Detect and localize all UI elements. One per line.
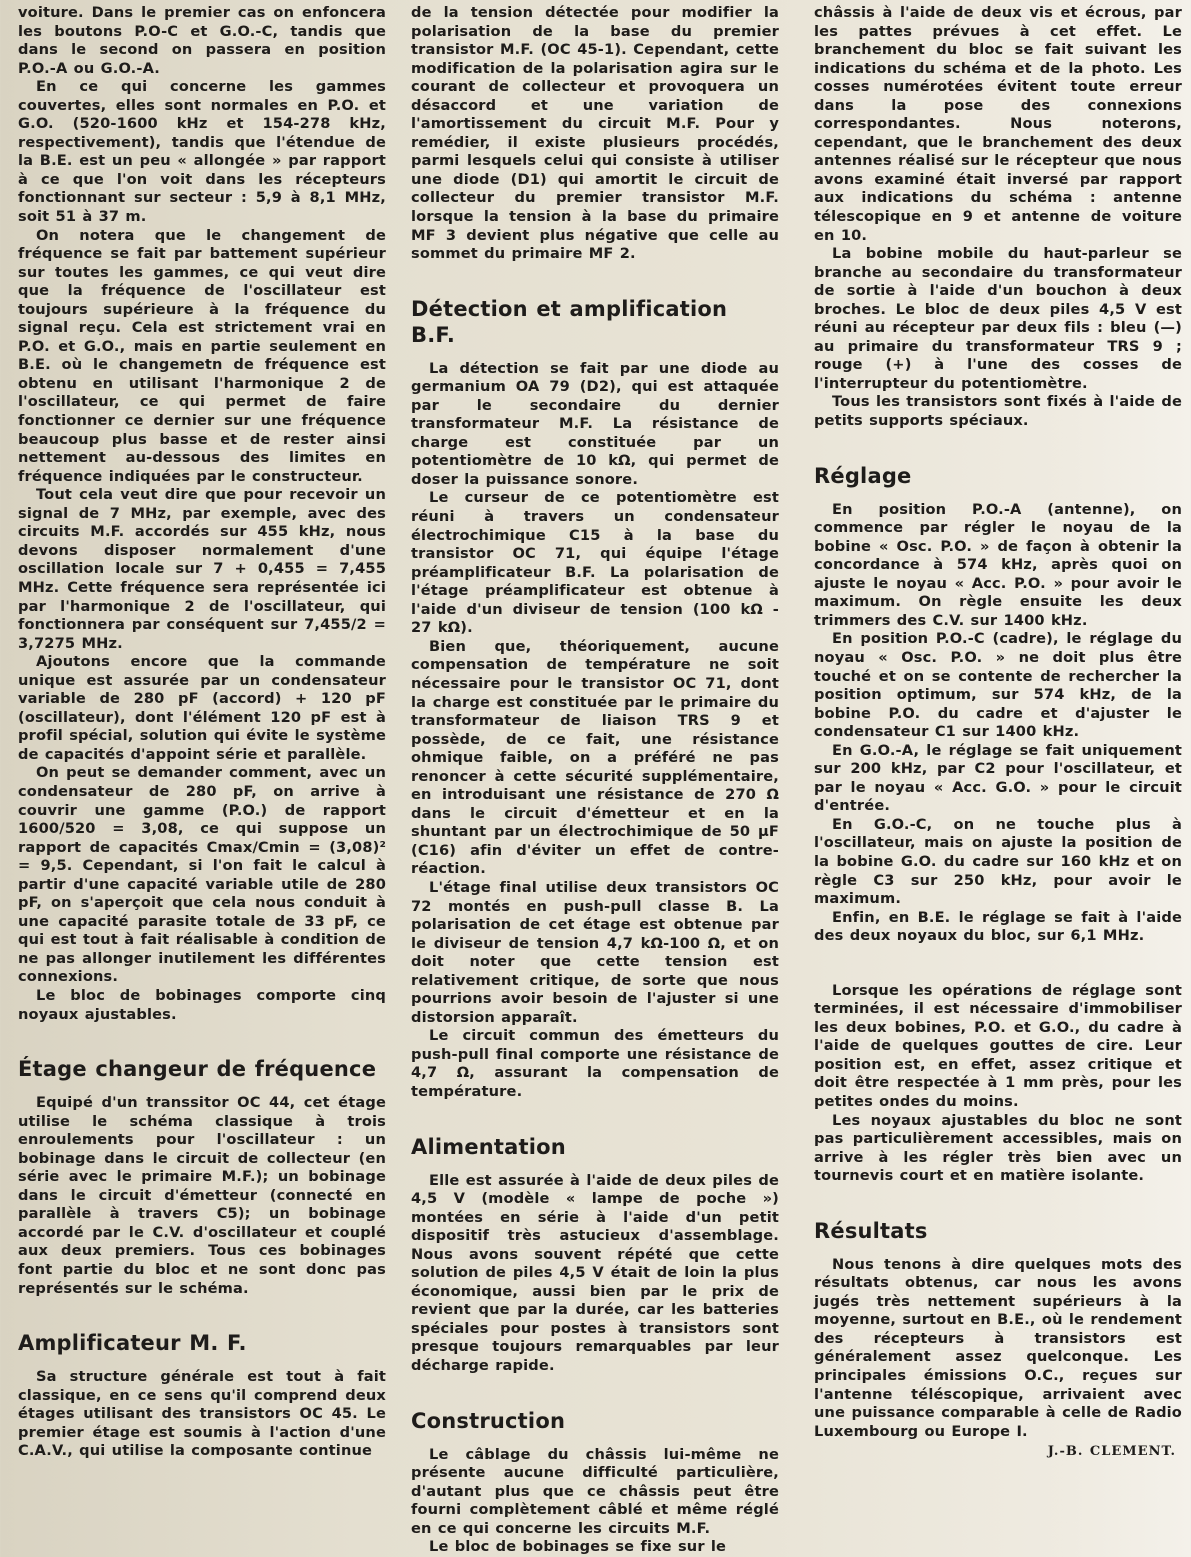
paragraph: Tous les transistors sont fixés à l'aide de petits supports spéciaux.: [814, 393, 1182, 430]
paragraph: Equipé d'un transsitor OC 44, cet étage utilise le schéma classique à trois enroulements pour l'oscillateur : un bobinage dans le circuit de collecteur (en série avec le primaire M.F.); un bobinage dans le circuit d'émetteur (connecté en parallèle à travers C5); un bobinage accordé par le C.V. d'oscillateur et couplé aux deux premiers. Tous ces bobinages font partie du bloc et ne sont donc pas représentés sur le schéma.: [18, 1094, 386, 1297]
paragraph: Tout cela veut dire que pour recevoir un signal de 7 MHz, par exemple, avec des circuits M.F. accordés sur 455 kHz, nous devons disposer normalement d'une oscillation locale sur 7 + 0,455 = 7,455 MHz. Cette fréquence sera représentée ici par l'harmonique 2 de l'oscillateur, qui fonctionnera par conséquent sur 7,455/2 = 3,7275 MHz.: [18, 486, 386, 652]
paragraph: On notera que le changement de fréquence se fait par battement supérieur sur toutes les gammes, ce qui veut dire que la fréquence de l'oscillateur est toujours supérieure à la fréquence du signal reçu. Cela est strictement vrai en P.O. et G.O., mais en partie seulement en B.E. où le changemetn de fréquence est obtenu en utilisant l'harmonique 2 de l'oscillateur, ce qui permet de faire fonctionner ce dernier sur une fréquence beaucoup plus basse et de rester ainsi nettement au-dessous des limites en fréquence indiquées par le constructeur.: [18, 226, 386, 485]
paragraph: En G.O.-C, on ne touche plus à l'oscillateur, mais on ajuste la position de la bobine G.O. du cadre sur 160 kHz et on règle C3 sur 250 kHz, pour avoir le maximum.: [814, 815, 1182, 908]
paragraph: châssis à l'aide de deux vis et écrous, par les pattes prévues à cet effet. Le branchement du bloc se fait suivant les indications du schéma et de la photo. Les cosses numérotées évitent toute erreur dans la pose des connexions correspondantes. Nous noterons, cependant, que le branchement des deux antennes réalisé sur le récepteur que nous avons examiné était inversé par rapport aux indications du schéma : antenne télescopique en 9 et antenne de voiture en 10.: [814, 4, 1182, 244]
paragraph: Le bloc de bobinages comporte cinq noyaux ajustables.: [18, 986, 386, 1023]
paragraph: Ajoutons encore que la commande unique est assurée par un condensateur variable de 280 pF (accord) + 120 pF (oscillateur), dont l'élément 120 pF est à profil spécial, solution qui évite le système de capacités d'appoint série et parallèle.: [18, 653, 386, 763]
paragraph: Les noyaux ajustables du bloc ne sont pas particulièrement accessibles, mais on arrive à les régler très bien avec un tournevis court et en matière isolante.: [814, 1111, 1182, 1185]
paragraph: En position P.O.-C (cadre), le réglage du noyau « Osc. P.O. » ne doit plus être touché et on se contente de rechercher la position optimum, sur 574 kHz, de la bobine P.O. du cadre et d'ajuster le condensateur C1 sur 1400 kHz.: [814, 630, 1182, 741]
paragraph: Sa structure générale est tout à fait classique, en ce sens qu'il comprend deux étages utilisant des transistors OC 45. Le premier étage est soumis à l'action d'une C.A.V., qui utilise la composante continue: [18, 1368, 386, 1460]
paragraph: La bobine mobile du haut-parleur se branche au secondaire du transformateur de sortie à l'aide d'un bouchon à deux broches. Le bloc de deux piles 4,5 V est réuni au récepteur par deux fils : bleu (—) au primaire du transformateur TRS 9 ; rouge (+) à l'une des cosses de l'interrupteur du potentiomètre.: [814, 245, 1182, 392]
paragraph: Le curseur de ce potentiomètre est réuni à travers un condensateur électrochimique C15 à la base du transistor OC 71, qui équipe l'étage préamplificateur B.F. La polarisation de l'étage préamplificateur est obtenue à l'aide d'un diviseur de tension (100 kΩ - 27 kΩ).: [411, 489, 779, 637]
section-heading: Étage changeur de fréquence: [18, 1057, 377, 1082]
column-2: [411, 4, 779, 1557]
paragraph: En ce qui concerne les gammes couvertes, elles sont normales en P.O. et G.O. (520-1600 kHz et 154-278 kHz, respectivement), tandis que l'étendue de la B.E. est un peu « allongée » par rapport à ce que l'on voit dans les récepteurs fonctionnant sur secteur : 5,9 à 8,1 MHz, soit 51 à 37 m.: [18, 78, 386, 226]
paragraph: On peut se demander comment, avec un condensateur de 280 pF, on arrive à couvrir une gamme (P.O.) de rapport 1600/520 = 3,08, ce qui suppose un rapport de capacités Cmax/Cmin = (3,08)² = 9,5. Cependant, si l'on fait le calcul à partir d'une capacité variable utile de 280 pF, on s'aperçoit que cela nous conduit à une capacité parasite totale de 33 pF, ce qui est tout à fait réalisable à condition de ne pas allonger inutilement les différentes connexions.: [18, 764, 386, 986]
paragraph: Nous tenons à dire quelques mots des résultats obtenus, car nous les avons jugés très nettement supérieurs à la moyenne, surtout en B.E., où le rendement des récepteurs à transistors est généralement assez quelconque. Les principales émissions O.C., reçues sur l'antenne téléscopique, arrivaient avec une puissance comparable à celle de Radio Luxembourg ou Europe I.: [814, 1255, 1182, 1440]
paragraph: Lorsque les opérations de réglage sont terminées, il est nécessaire d'immobiliser les deux bobines, P.O. et G.O., du cadre à l'aide de quelques gouttes de cire. Leur position est, en effet, assez critique et doit être respectée à 1 mm près, pour les petites ondes du moins.: [814, 981, 1182, 1110]
section-heading: Construction: [411, 1408, 566, 1433]
paragraph: Le câblage du châssis lui-même ne présente aucune difficulté particulière, d'autant plus que ce châssis peut être fourni complètement câblé et même réglé en ce qui concerne les circuits M.F.: [411, 1445, 779, 1537]
paragraph: Elle est assurée à l'aide de deux piles de 4,5 V (modèle « lampe de poche ») montées en série à l'aide d'un petit dispositif très astucieux d'assemblage. Nous avons souvent répété que cette solution de piles 4,5 V était de loin la plus économique, aussi bien par le prix de revient que par la durée, car les batteries spéciales pour postes à transistors sont presque toujours remarquables par leur décharge rapide.: [411, 1171, 779, 1374]
section-heading: Détection et amplification B.F.: [411, 296, 728, 347]
paragraph: En position P.O.-A (antenne), on commence par régler le noyau de la bobine « Osc. P.O. » de façon à obtenir la concordance à 574 kHz, après quoi on ajuste le noyau « Acc. P.O. » pour avoir le maximum. On règle ensuite les deux trimmers des C.V. sur 1400 kHz.: [814, 500, 1182, 629]
section-heading: Alimentation: [411, 1134, 566, 1159]
paragraph: Le bloc de bobinages se fixe sur le: [429, 1538, 727, 1556]
section-heading: Amplificateur M. F.: [18, 1331, 247, 1356]
paragraph: Le circuit commun des émetteurs du push-pull final comporte une résistance de 4,7 Ω, assurant la compensation de température.: [411, 1027, 779, 1100]
column-3: [814, 4, 1182, 1462]
paragraph: Bien que, théoriquement, aucune compensation de température ne soit nécessaire pour le transistor OC 71, dont la charge est constituée par le primaire du transformateur de liaison TRS 9 et possède, de ce fait, une résistance ohmique faible, on a préféré ne pas renoncer à cette sécurité supplémentaire, en introduisant une résistance de 270 Ω dans le circuit d'émetteur et en la shuntant par un électrochimique de 50 µF (C16) afin d'éviter un effet de contre-réaction.: [411, 637, 779, 878]
paragraph: En G.O.-A, le réglage se fait uniquement sur 200 kHz, par C2 pour l'oscillateur, et par le noyau « Acc. G.O. » pour le circuit d'entrée.: [814, 741, 1182, 815]
author-signature: J.-B. CLEMENT.: [1047, 1444, 1176, 1460]
section-heading: Réglage: [814, 463, 912, 488]
paragraph: L'étage final utilise deux transistors OC 72 montés en push-pull classe B. La polarisation de cet étage est obtenue par le diviseur de tension 4,7 kΩ-100 Ω, et on doit noter que cette tension est relativement critique, de sorte que nous pourrions avoir besoin de l'ajuster si une distorsion apparaît.: [411, 878, 779, 1026]
paragraph: Enfin, en B.E. le réglage se fait à l'aide des deux noyaux du bloc, sur 6,1 MHz.: [814, 908, 1182, 945]
column-1: [18, 4, 386, 1461]
paragraph: voiture. Dans le premier cas on enfoncera les boutons P.O-C et G.O.-C, tandis que dans le second on passera en position P.O.-A ou G.O.-A.: [18, 4, 386, 77]
paragraph: La détection se fait par une diode au germanium OA 79 (D2), qui est attaquée par le secondaire du dernier transformateur M.F. La résistance de charge est constituée par un potentiomètre de 10 kΩ, qui permet de doser la puissance sonore.: [411, 359, 779, 488]
section-heading: Résultats: [814, 1218, 928, 1243]
paragraph: de la tension détectée pour modifier la polarisation de la base du premier transistor M.F. (OC 45-1). Cependant, cette modification de la polarisation agira sur le courant de collecteur et provoquera un désaccord et une variation de l'amortissement du circuit M.F. Pour y remédier, il existe plusieurs procédés, parmi lesquels celui qui consiste à utiliser une diode (D1) qui amortit le circuit de collecteur du premier transistor M.F. lorsque la tension à la base du primaire MF 3 devient plus négative que celle au sommet du primaire MF 2.: [411, 4, 779, 263]
